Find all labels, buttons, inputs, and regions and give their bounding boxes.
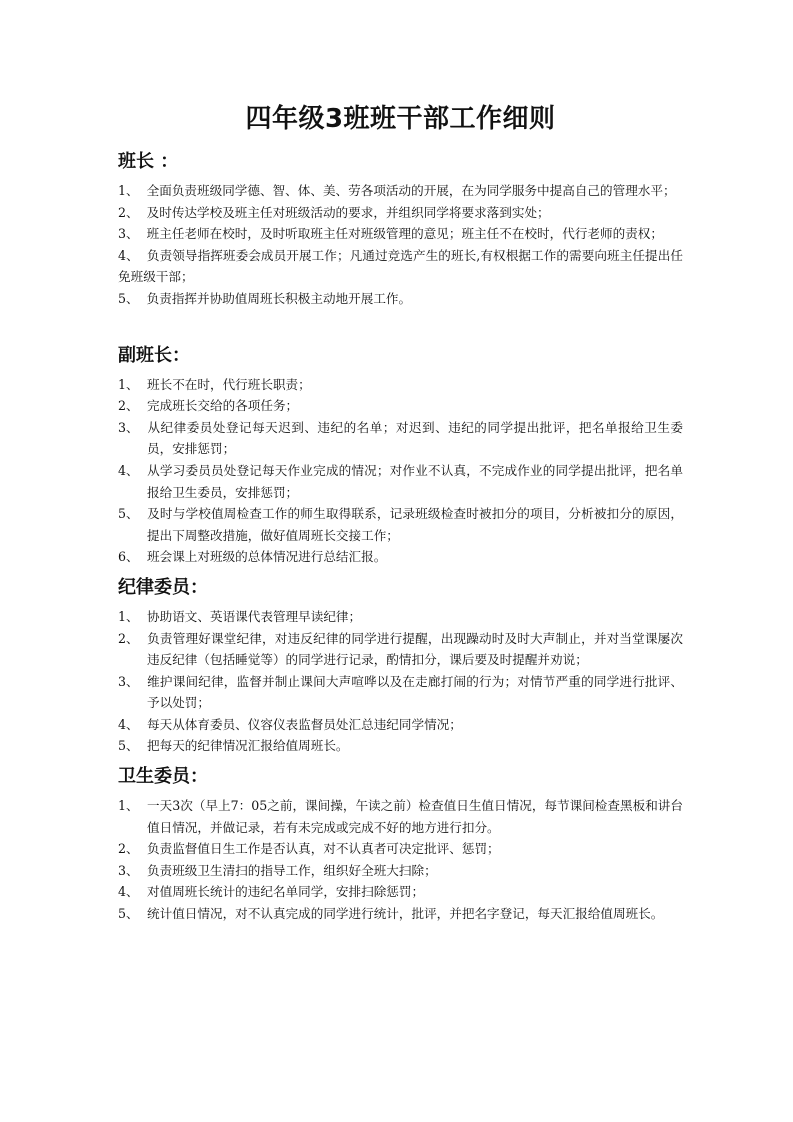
list-item: [118, 180, 683, 202]
item-text: 班会课上对班级的总体情况进行总结汇报。: [147, 549, 387, 565]
duty-list: [118, 180, 683, 310]
list-item: [118, 288, 683, 310]
list-item: [118, 881, 683, 903]
list-item: [118, 395, 683, 417]
list-item: [118, 714, 683, 736]
list-item: [118, 735, 683, 757]
item-text: 从纪律委员处登记每天迟到、违纪的名单；对迟到、违纪的同学提出批评，把名单报给卫生委员，安排惩罚；: [147, 419, 683, 457]
item-text: 负责监督值日生工作是否认真，对不认真者可决定批评、惩罚；: [147, 841, 500, 857]
item-number: 5、: [118, 906, 139, 922]
item-text: 从学习委员员处登记每天作业完成的情况；对作业不认真，不完成作业的同学提出批评，把名单报给卫生委员，安排惩罚；: [147, 462, 683, 500]
section-class-monitor: [118, 148, 683, 310]
item-number: 5、: [118, 738, 139, 754]
item-text: 协助语文、英语课代表管理早读纪律；: [147, 608, 362, 624]
item-text: 负责领导指挥班委会成员开展工作；凡通过竞选产生的班长,有权根据工作的需要向班主任提出任免班级干部；: [118, 247, 683, 285]
item-number: 4、: [118, 462, 139, 478]
item-number: 4、: [118, 716, 139, 732]
list-item: [118, 546, 683, 568]
list-item: [118, 245, 683, 288]
item-number: 2、: [118, 204, 147, 220]
section-discipline-committee: [118, 574, 683, 757]
section-hygiene-committee: [118, 763, 683, 925]
list-item: [118, 903, 683, 925]
item-number: 1、: [118, 183, 147, 198]
item-text: 统计值日情况，对不认真完成的同学进行统计，批评，并把名字登记，每天汇报给值周班长。: [147, 906, 664, 922]
item-text: 及时与学校值周检查工作的师生取得联系，记录班级检查时被扣分的项目，分析被扣分的原因，提出下周整改措施，做好值周班长交接工作；: [147, 506, 683, 543]
item-text: 班长不在时，代行班长职责；: [147, 376, 311, 392]
item-text: 每天从体育委员、仪容仪表监督员处汇总违纪同学情况；: [147, 716, 462, 732]
section-heading: 纪律委员：: [118, 576, 208, 598]
item-text: 负责指挥并协助值周班长积极主动地开展工作。: [146, 290, 412, 306]
list-item: [118, 860, 683, 882]
item-number: 6、: [118, 549, 139, 565]
item-number: 1、: [118, 376, 139, 392]
item-text: 负责管理好课堂纪律，对违反纪律的同学进行提醒，出现躁动时及时大声制止，并对当堂课屡次违反纪律（包括睡觉等）的同学进行记录，酌情扣分，课后要及时提醒并劝说；: [147, 630, 683, 668]
item-number: 2、: [118, 398, 139, 414]
item-number: 1、: [118, 608, 139, 624]
item-number: 2、: [118, 841, 139, 857]
item-number: 1、: [118, 798, 139, 814]
list-item: [118, 503, 683, 546]
item-text: 维护课间纪律，监督并制止课间大声喧哗以及在走廊打闹的行为；对情节严重的同学进行批评、予以处罚；: [147, 673, 683, 711]
item-number: 3、: [118, 673, 139, 689]
list-item: [118, 417, 683, 460]
list-item: [118, 223, 683, 245]
list-item: [118, 202, 683, 224]
item-number: 4、: [118, 884, 139, 900]
item-text: 完成班长交给的各项任务；: [147, 398, 299, 414]
section-heading: 卫生委员：: [118, 766, 208, 788]
item-number: 2、: [118, 630, 139, 646]
list-item: [118, 460, 683, 503]
item-number: 3、: [118, 862, 139, 878]
list-item: [118, 374, 683, 396]
list-item: [118, 671, 683, 714]
list-item: [118, 606, 683, 628]
section-heading: 副班长：: [118, 344, 190, 366]
section-vice-monitor: [118, 342, 683, 568]
section-heading: 班长 ：: [118, 151, 179, 172]
item-number: 5、: [118, 290, 147, 306]
list-item: [118, 628, 683, 671]
item-text: 把每天的纪律情况汇报给值周班长。: [147, 738, 349, 754]
item-number: 5、: [118, 506, 139, 522]
list-item: [118, 795, 683, 838]
list-item: [118, 838, 683, 860]
document-title: 四年级3班班干部工作细则: [245, 104, 556, 134]
item-text: 全面负责班级同学德、智、体、美、劳各项活动的开展，在为同学服务中提高自己的管理水平；: [146, 183, 676, 198]
duty-list: [118, 606, 683, 757]
item-text: 对值周班长统计的违纪名单同学，安排扫除惩罚；: [147, 884, 425, 900]
item-number: 3、: [118, 226, 147, 242]
item-number: 3、: [118, 419, 139, 435]
item-text: 及时传达学校及班主任对班级活动的要求，并组织同学将要求落到实处；: [146, 204, 550, 220]
item-number: 4、: [118, 247, 147, 263]
duty-list: [118, 374, 683, 568]
item-text: 负责班级卫生清扫的指导工作，组织好全班大扫除；: [147, 862, 437, 878]
item-text: 班主任老师在校时，及时听取班主任对班级管理的意见；班主任不在校时，代行老师的责权；: [146, 226, 663, 242]
duty-list: [118, 795, 683, 925]
item-text: 一天3次（早上7：05之前，课间操，午读之前）检查值日生值日情况，每节课间检查黑板和讲台值日情况，并做记录，若有未完成或完成不好的地方进行扣分。: [147, 798, 683, 835]
